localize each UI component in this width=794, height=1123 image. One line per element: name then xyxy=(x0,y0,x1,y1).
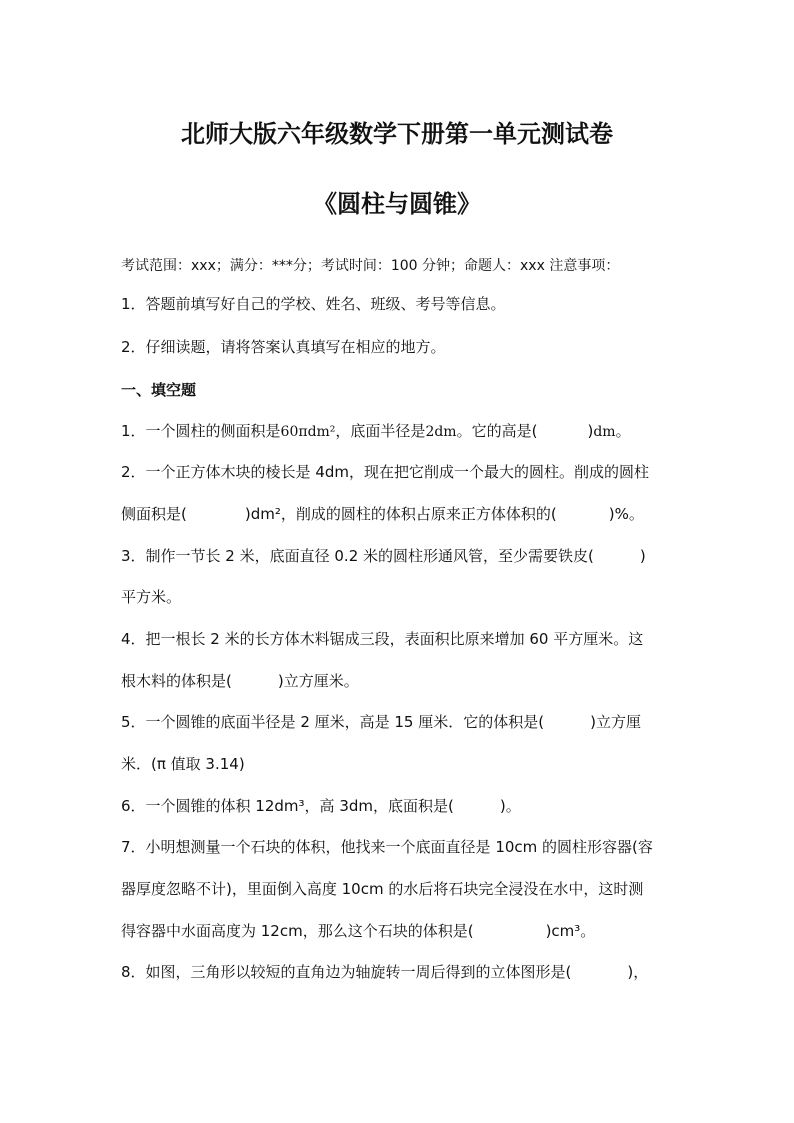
note-1: 1．答题前填写好自己的学校、姓名、班级、考号等信息。 xyxy=(121,295,506,313)
question-6: 6．一个圆锥的体积 12dm³，高 3dm，底面积是( )。 xyxy=(121,797,521,815)
question-4-line-1: 4．把一根长 2 米的长方体木料锯成三段，表面积比原来增加 60 平方厘米。这 xyxy=(121,630,644,648)
question-5-line-1: 5．一个圆锥的底面半径是 2 厘米，高是 15 厘米．它的体积是( )立方厘 xyxy=(121,713,641,731)
exam-info: 考试范围：xxx；满分：***分；考试时间：100 分钟；命题人：xxx 注意事项： xyxy=(121,258,620,274)
question-7-line-3: 得容器中水面高度为 12cm，那么这个石块的体积是( )cm³。 xyxy=(121,922,596,940)
page-subtitle: 《圆柱与圆锥》 xyxy=(313,190,481,218)
question-7-line-1: 7．小明想测量一个石块的体积，他找来一个底面直径是 10cm 的圆柱形容器(容 xyxy=(121,838,653,856)
section-title: 一、填空题 xyxy=(121,381,197,399)
question-2-line-2: 侧面积是( )dm²，削成的圆柱的体积占原来正方体体积的( )%。 xyxy=(121,505,644,523)
question-3-line-2: 平方米。 xyxy=(121,588,182,606)
question-2-line-1: 2．一个正方体木块的棱长是 4dm，现在把它削成一个最大的圆柱。削成的圆柱 xyxy=(121,463,649,481)
note-2: 2．仔细读题，请将答案认真填写在相应的地方。 xyxy=(121,338,446,356)
page-title: 北师大版六年级数学下册第一单元测试卷 xyxy=(181,120,613,148)
question-1: 1．一个圆柱的侧面积是60πdm²，底面半径是2dm。它的高是( )dm。 xyxy=(121,422,631,440)
question-4-line-2: 根木料的体积是( )立方厘米。 xyxy=(121,672,359,690)
question-5-line-2: 米．(π 值取 3.14) xyxy=(121,755,245,773)
question-3-line-1: 3．制作一节长 2 米，底面直径 0.2 米的圆柱形通风管，至少需要铁皮( ) xyxy=(121,547,646,565)
question-7-line-2: 器厚度忽略不计)，里面倒入高度 10cm 的水后将石块完全浸没在水中，这时测 xyxy=(121,880,644,898)
question-8-line-1: 8．如图，三角形以较短的直角边为轴旋转一周后得到的立体图形是( )， xyxy=(121,963,649,981)
